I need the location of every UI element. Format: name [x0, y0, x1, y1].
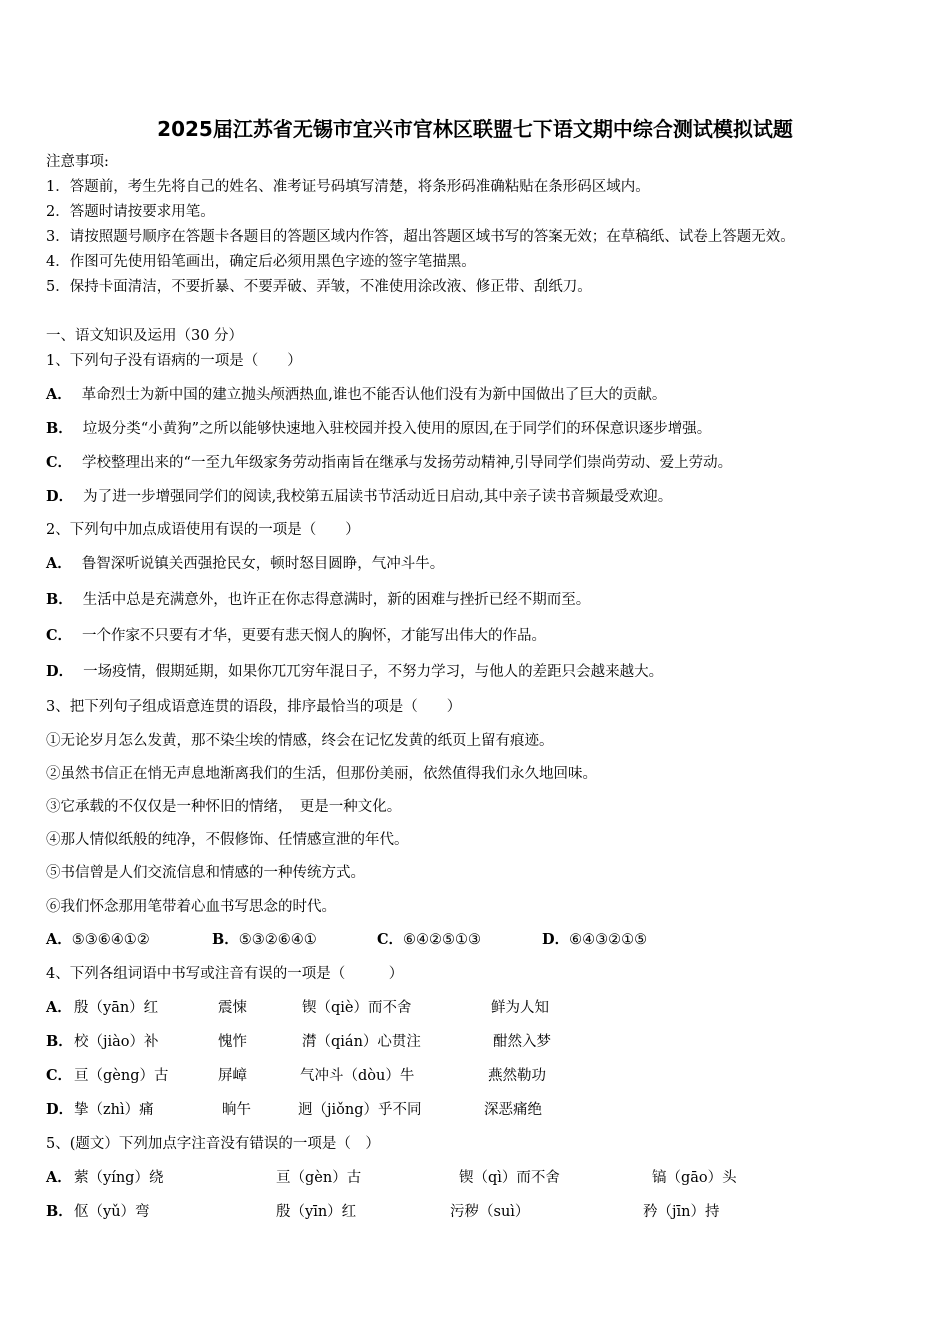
option-label: C． [46, 627, 73, 644]
question-4-cell: 潸（qián）心贯注 [302, 1034, 421, 1050]
question-4-cell: 鲜为人知 [491, 1000, 549, 1016]
question-4-cell: 震悚 [218, 1000, 247, 1016]
option-label: D． [46, 488, 74, 505]
option-text: 学校整理出来的“一至九年级家务劳动指南旨在继承与发扬劳动精神,引导同学们崇尚劳动、爱上劳动。 [82, 455, 733, 471]
notice-item: 3．请按照题号顺序在答题卡各题目的答题区域内作答，超出答题区域书写的答案无效；在草稿纸、试卷上答题无效。 [46, 229, 795, 245]
option-label: B． [46, 420, 73, 437]
question-1-option-b [46, 419, 711, 439]
question-4-cell: 愧怍 [218, 1034, 247, 1050]
question-2-option-b [46, 590, 590, 610]
option-text: 一个作家不只要有才华，更要有悲天悯人的胸怀，才能写出伟大的作品。 [82, 628, 547, 644]
question-4-option-label: A． [46, 999, 72, 1016]
option-label: C． [377, 931, 404, 948]
question-5-cell: 亘（gèn）古 [276, 1170, 362, 1186]
option-text: ⑥④③②①⑤ [569, 932, 648, 948]
question-4-cell: 挚（zhì）痛 [74, 1102, 154, 1118]
option-label: A． [46, 386, 72, 403]
question-2-option-a [46, 554, 444, 574]
option-text: 垃圾分类“小黄狗”之所以能够快速地入驻校园并投入使用的原因,在于同学们的环保意识逐步增强。 [82, 421, 712, 437]
question-4-cell: 气冲斗（dòu）牛 [300, 1068, 415, 1084]
question-2-stem: 2、下列句中加点成语使用有误的一项是（ ） [46, 522, 360, 538]
option-label: B． [46, 591, 73, 608]
option-label: A． [46, 931, 72, 948]
option-label: D． [542, 931, 570, 948]
question-1-option-d [46, 487, 672, 507]
notice-item: 1．答题前，考生先将自己的姓名、准考证号码填写清楚，将条形码准确粘贴在条形码区域内。 [46, 179, 650, 195]
question-1-stem: 1、下列句子没有语病的一项是（ ） [46, 353, 302, 369]
notice-item: 2．答题时请按要求用笔。 [46, 204, 215, 220]
option-label: B． [212, 931, 239, 948]
option-label: D． [46, 663, 74, 680]
section-heading: 一、语文知识及运用（30 分） [46, 328, 244, 344]
question-2-option-d [46, 662, 663, 682]
option-label: C． [46, 454, 73, 471]
option-text: 革命烈士为新中国的建立抛头颅洒热血,谁也不能否认他们没有为新中国做出了巨大的贡献。 [81, 387, 667, 403]
question-3-option-a [46, 930, 150, 950]
question-3-sentence: ①无论岁月怎么发黄，那不染尘埃的情感，终会在记忆发黄的纸页上留有痕迹。 [46, 733, 554, 749]
question-4-cell: 校（jiào）补 [74, 1034, 159, 1050]
option-text: ⑤③②⑥④① [238, 932, 317, 948]
question-3-stem: 3、把下列句子组成语意连贯的语段，排序最恰当的项是（ ） [46, 699, 462, 715]
question-4-stem: 4、下列各组词语中书写或注音有误的一项是（ ） [46, 966, 404, 982]
option-text: 为了进一步增强同学们的阅读,我校第五届读书节活动近日启动,其中亲子读书音频最受欢迎。 [83, 489, 673, 505]
question-3-option-b [212, 930, 317, 950]
option-label: A． [46, 555, 72, 572]
question-5-cell: 污秽（suì） [450, 1204, 530, 1220]
question-3-sentence: ⑤书信曾是人们交流信息和情感的一种传统方式。 [46, 865, 365, 881]
question-3-sentence: ④那人情似纸般的纯净，不假修饰、任情感宣泄的年代。 [46, 832, 409, 848]
question-1-option-a [46, 385, 666, 405]
question-4-cell: 深恶痛绝 [484, 1102, 542, 1118]
question-4-cell: 酣然入梦 [493, 1034, 551, 1050]
question-3-option-d [542, 930, 647, 950]
option-text: 鲁智深听说镇关西强抢民女，顿时怒目圆睁，气冲斗牛。 [81, 556, 445, 572]
option-text: ⑤③⑥④①② [71, 932, 150, 948]
question-5-cell: 矜（jīn）持 [643, 1204, 720, 1220]
question-3-sentence: ②虽然书信正在悄无声息地渐离我们的生活，但那份美丽，依然值得我们永久地回味。 [46, 766, 597, 782]
question-4-cell: 迥（jiǒng）乎不同 [298, 1102, 422, 1118]
question-4-cell: 锲（qiè）而不舍 [302, 1000, 412, 1016]
question-4-option-label: D． [46, 1101, 74, 1118]
question-5-option-label: A． [46, 1169, 72, 1186]
option-text: 一场疫情，假期延期，如果你兀兀穷年混日子，不努力学习，与他人的差距只会越来越大。 [83, 664, 664, 680]
question-4-cell: 晌午 [222, 1102, 251, 1118]
question-4-cell: 燕然勒功 [488, 1068, 546, 1084]
notice-heading: 注意事项: [46, 154, 109, 170]
question-3-option-c [377, 930, 481, 950]
question-4-cell: 屏嶂 [218, 1068, 247, 1084]
question-2-option-c [46, 626, 546, 646]
question-3-sentence: ③它承载的不仅仅是一种怀旧的情绪， 更是一种文化。 [46, 799, 402, 815]
question-5-cell: 萦（yíng）绕 [74, 1170, 164, 1186]
question-4-option-label: B． [46, 1033, 73, 1050]
question-5-cell: 殷（yīn）红 [276, 1204, 357, 1220]
exam-title: 2025届江苏省无锡市宜兴市官林区联盟七下语文期中综合测试模拟试题 [157, 117, 793, 141]
question-4-option-label: C． [46, 1067, 73, 1084]
question-5-stem: 5、(题文）下列加点字注音没有错误的一项是（ ） [46, 1136, 380, 1152]
option-text: ⑥④②⑤①③ [403, 932, 482, 948]
question-5-cell: 镐（gāo）头 [652, 1170, 737, 1186]
notice-item: 5．保持卡面清洁，不要折暴、不要弄破、弄皱，不准使用涂改液、修正带、刮纸刀。 [46, 279, 592, 295]
question-5-cell: 锲（qì）而不舍 [459, 1170, 560, 1186]
question-4-cell: 亘（gèng）古 [74, 1068, 169, 1084]
question-4-cell: 殷（yān）红 [74, 1000, 159, 1016]
question-5-cell: 伛（yǔ）弯 [74, 1204, 150, 1220]
question-3-sentence: ⑥我们怀念那用笔带着心血书写思念的时代。 [46, 899, 336, 915]
option-text: 生活中总是充满意外，也许正在你志得意满时，新的困难与挫折已经不期而至。 [82, 592, 591, 608]
question-5-option-label: B． [46, 1203, 73, 1220]
question-1-option-c [46, 453, 732, 473]
notice-item: 4．作图可先使用铅笔画出，确定后必须用黑色字迹的签字笔描黑。 [46, 254, 476, 270]
